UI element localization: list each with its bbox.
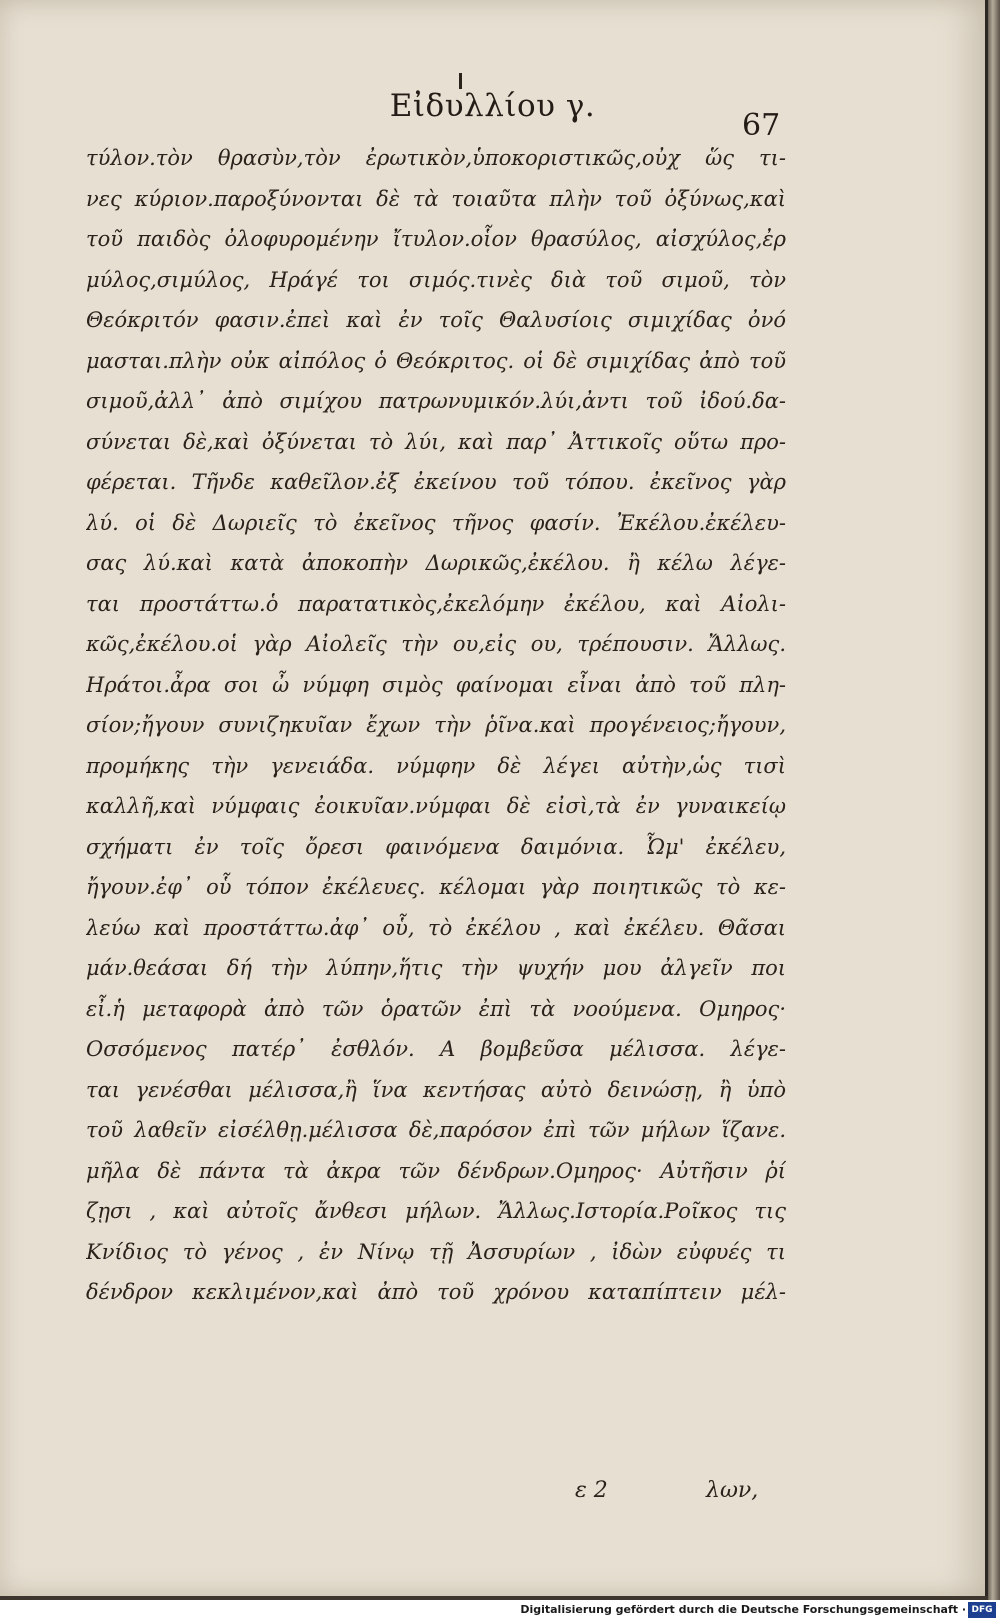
text-line bbox=[86, 1353, 786, 1394]
running-head: Εἰδυλλίου γ. bbox=[389, 88, 596, 124]
text-line: εἶ.ἡ μεταφορὰ ἀπὸ τῶν ὁρατῶν ἐπὶ τὰ νοούμενα. Ομηρος· bbox=[86, 996, 786, 1021]
attribution-bar bbox=[0, 1600, 1000, 1622]
signature-mark: ε 2 bbox=[575, 1478, 608, 1503]
text-line: ζῃσι , καὶ αὐτοῖς ἄνθεσι μήλων. Ἄλλως.Ιστορία.Ροῖκος τις bbox=[86, 1199, 786, 1223]
text-line: σχήματι ἐν τοῖς ὄρεσι φαινόμενα δαιμόνια. Ὦμ' ἐκέλευ, bbox=[86, 834, 786, 859]
text-line: σας λύ.καὶ κατὰ ἀποκοπὴν Δωρικῶς,ἐκέλου. ἢ κέλω λέγε- bbox=[86, 551, 786, 575]
text-line: μάν.θεάσαι δή τὴν λύπην,ἥτις τὴν ψυχήν μου ἀλγεῖν ποι bbox=[86, 956, 786, 980]
page-number: 67 bbox=[742, 108, 781, 143]
text-line: ἤγουν.ἐφ᾽ οὗ τόπον ἐκέλευες. κέλομαι γὰρ ποιητικῶς τὸ κε- bbox=[86, 875, 786, 899]
text-line: τύλον.τὸν θρασὺν,τὸν ἐρωτικὸν,ὑποκοριστικῶς,οὐχ ὥς τι- bbox=[86, 146, 786, 170]
text-line: μῆλα δὲ πάντα τὰ ἀκρα τῶν δένδρων.Ομηρος· Αὐτῆσιν ῥί bbox=[86, 1158, 786, 1183]
text-line: Οσσόμενος πατέρ᾽ ἐσθλόν. Α βομβεῦσα μέλισσα. λέγε- bbox=[86, 1037, 786, 1061]
text-line: προμήκης τὴν γενειάδα. νύμφην δὲ λέγει αὐτὴν,ὡς τισὶ bbox=[86, 753, 786, 778]
text-line: ται προστάττω.ὁ παρατατικὸς,ἐκελόμην ἐκέλου, καὶ Αἰολι- bbox=[86, 591, 786, 616]
text-line: κῶς,ἐκέλου.οἱ γὰρ Αἰολεῖς τὴν ου,εἰς ου, τρέπουσιν. Ἄλλως. bbox=[86, 632, 786, 656]
text-line: δένδρον κεκλιμένον,καὶ ἀπὸ τοῦ χρόνου καταπίπτειν μέλ- bbox=[86, 1280, 786, 1304]
text-line: τοῦ λαθεῖν εἰσέλθῃ.μέλισσα δὲ,παρόσον ἐπὶ τῶν μήλων ἵζανε. bbox=[86, 1118, 786, 1142]
text-line: μύλος,σιμύλος, Ηράγέ τοι σιμός.τινὲς διὰ τοῦ σιμοῦ, τὸν bbox=[86, 267, 786, 292]
text-line: σύνεται δὲ,καὶ ὀξύνεται τὸ λύι, καὶ παρ᾽ Ἀττικοῖς οὕτω προ- bbox=[86, 429, 786, 454]
text-line: τοῦ παιδὸς ὀλοφυρομένην ἴτυλον.οἷον θρασύλος, αἰσχύλος,ἐρ bbox=[86, 227, 786, 251]
text-line: καλλῆ,καὶ νύμφαις ἐοικυῖαν.νύμφαι δὲ εἰσὶ,τὰ ἐν γυναικείῳ bbox=[86, 794, 786, 818]
catchword: λων, bbox=[706, 1478, 759, 1503]
text-line: σίον;ἤγουν συνιζηκυῖαν ἔχων τὴν ῥῖνα.καὶ προγένειος;ἤγουν, bbox=[86, 713, 786, 737]
text-line: λύ. οἱ δὲ Δωριεῖς τὸ ἐκεῖνος τῆνος φασίν. Ἐκέλου.ἐκέλευ- bbox=[86, 510, 786, 535]
text-line: λεύω καὶ προστάττω.ἀφ᾽ οὗ, τὸ ἐκέλου , καὶ ἐκέλευ. Θᾶσαι bbox=[86, 915, 786, 940]
text-line bbox=[86, 1394, 786, 1435]
text-line: νες κύριον.παροξύνονται δὲ τὰ τοιαῦτα πλὴν τοῦ ὀξύνως,καὶ bbox=[86, 186, 786, 211]
text-line: Κνίδιος τὸ γένος , ἐν Νίνῳ τῇ Ἀσσυρίων , ἰδὼν εὐφυές τι bbox=[86, 1239, 786, 1264]
ink-mark bbox=[459, 73, 462, 89]
dfg-logo-icon: DFG bbox=[968, 1602, 996, 1618]
text-line: μασται.πλὴν οὐκ αἰπόλος ὁ Θεόκριτος. οἱ δὲ σιμιχίδας ἀπὸ τοῦ bbox=[86, 348, 786, 373]
attribution-text: Digitalisierung gefördert durch die Deutsche Forschungsgemeinschaft · bbox=[520, 1603, 966, 1616]
page-edge bbox=[988, 0, 1000, 1600]
text-line: Ηράτοι.ἆρα σοι ὦ νύμφη σιμὸς φαίνομαι εἶναι ἀπὸ τοῦ πλη- bbox=[86, 672, 786, 697]
text-line: φέρεται. Τῆνδε καθεῖλον.ἐξ ἐκείνου τοῦ τόπου. ἐκεῖνος γὰρ bbox=[86, 470, 786, 494]
text-line: Θεόκριτόν φασιν.ἐπεὶ καὶ ἐν τοῖς Θαλυσίοις σιμιχίδας ὀνό bbox=[86, 308, 786, 332]
text-block bbox=[86, 138, 786, 1434]
text-line bbox=[86, 1313, 786, 1354]
text-line: ται γενέσθαι μέλισσα,ἢ ἵνα κεντήσας αὐτὸ δεινώσῃ, ἢ ὑπὸ bbox=[86, 1077, 786, 1102]
text-line: σιμοῦ,ἀλλ᾽ ἀπὸ σιμίχου πατρωνυμικόν.λύι,ἀντι τοῦ ἰδού.δα- bbox=[86, 389, 786, 413]
